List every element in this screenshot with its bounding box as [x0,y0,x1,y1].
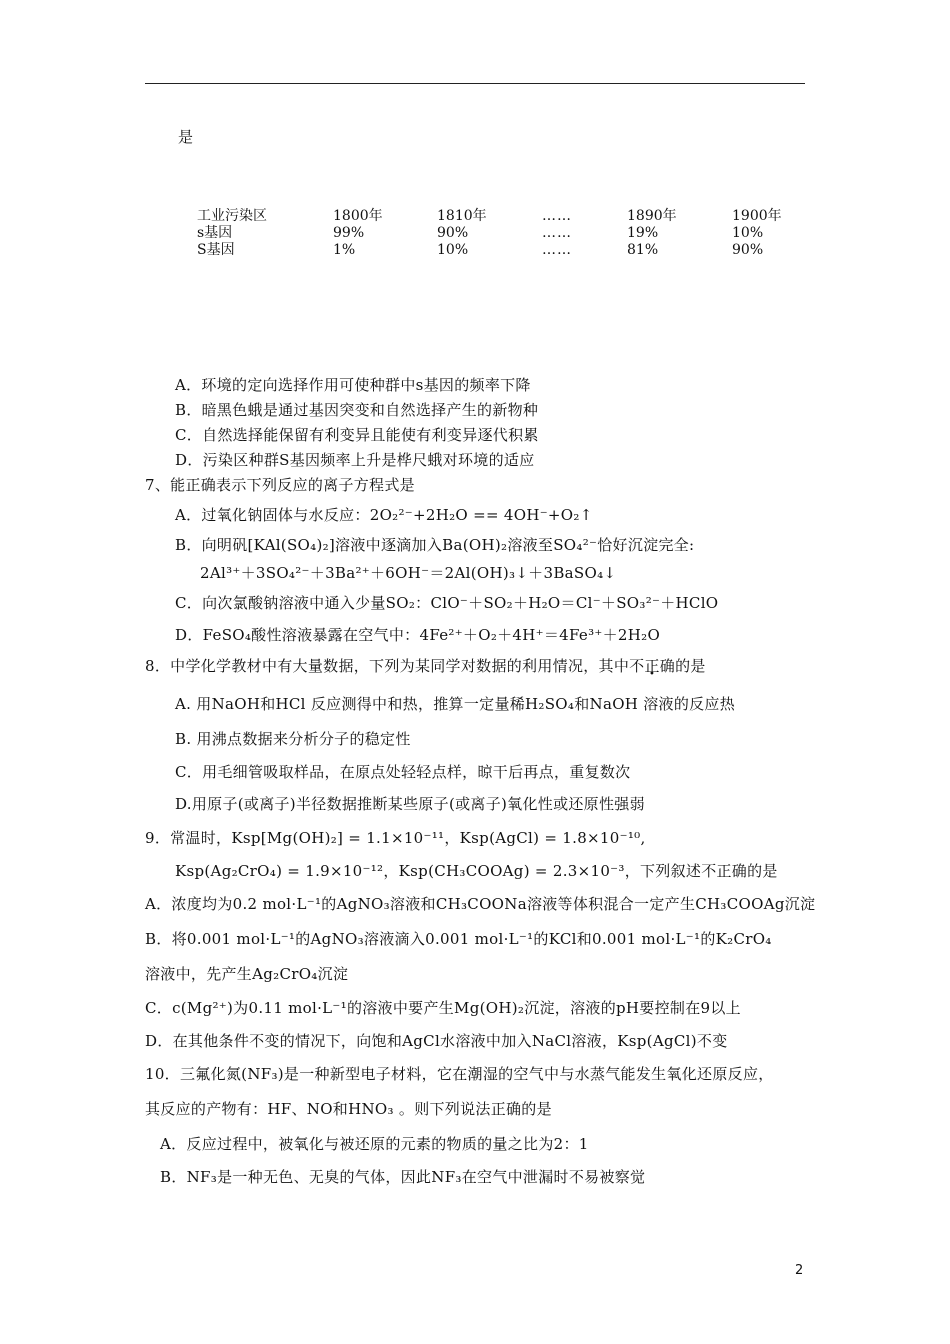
page-number: 2 [795,1263,804,1278]
header-rule [145,83,805,84]
q9-option-a: A．浓度均为0.2 mol·L⁻¹的AgNO₃溶液和CH₃COONa溶液等体积混合一定产生CH₃COOAg沉淀 [145,895,816,913]
q8-stem-emphasis: 不正确 [629,657,676,675]
q8-option-a: A. 用NaOH和HCl 反应测得中和热，推算一定量稀H₂SO₄和NaOH 溶液的反应热 [175,695,736,713]
table-cell: 1% [333,242,356,258]
q9-option-d: D．在其他条件不变的情况下，向饱和AgCl水溶液中加入NaCl溶液，Ksp(AgCl)不变 [145,1032,728,1050]
q6-option-c: C．自然选择能保留有利变异且能使有利变异逐代积累 [175,426,539,444]
table-cell: 工业污染区 [197,208,267,224]
q7-option-c: C．向次氯酸钠溶液中通入少量SO₂：ClO⁻＋SO₂＋H₂O＝Cl⁻＋SO₃²⁻＋HClO [175,594,719,612]
table-cell: 1800年 [333,208,383,224]
q8-stem-post: 的是 [675,657,706,675]
table-cell: 10% [732,225,764,241]
q10-stem: 10．三氟化氮(NF₃)是一种新型电子材料，它在潮湿的空气中与水蒸气能发生氧化还原反应， [145,1065,774,1083]
table-cell: 10% [437,242,469,258]
q8-stem-pre: 8．中学化学教材中有大量数据，下列为某同学对数据的利用情况，其中 [145,657,630,675]
q8-option-c: C．用毛细管吸取样品，在原点处轻轻点样，晾干后再点，重复数次 [175,763,631,781]
q10-stem-continued: 其反应的产物有：HF、NO和HNO₃ 。则下列说法正确的是 [145,1100,552,1118]
q6-option-d: D．污染区种群S基因频率上升是桦尺蛾对环境的适应 [175,451,535,469]
table-cell: 99% [333,225,365,241]
table-cell: …… [542,242,572,258]
q8-stem [145,656,706,676]
q8-option-b: B. 用沸点数据来分析分子的稳定性 [175,730,411,748]
q7-option-d: D．FeSO₄酸性溶液暴露在空气中：4Fe²⁺＋O₂＋4H⁺＝4Fe³⁺＋2H₂O [175,626,661,644]
q7-option-a: A．过氧化钠固体与水反应：2O₂²⁻+2H₂O == 4OH⁻+O₂↑ [175,506,593,524]
q9-option-c: C．c(Mg²⁺)为0.11 mol·L⁻¹的溶液中要产生Mg(OH)₂沉淀，溶液的pH要控制在9以上 [145,999,741,1017]
q6-option-b: B．暗黑色蛾是通过基因突变和自然选择产生的新物种 [175,401,539,419]
q9-option-b-continued: 溶液中，先产生Ag₂CrO₄沉淀 [145,965,349,983]
table-cell: …… [542,208,572,224]
table-cell: 1890年 [627,208,677,224]
q9-option-b: B．将0.001 mol·L⁻¹的AgNO₃溶液滴入0.001 mol·L⁻¹的KCl和0.001 mol·L⁻¹的K₂CrO₄ [145,930,772,948]
table-cell: 90% [437,225,469,241]
intro-text: 是 [178,128,194,146]
q10-option-a: A．反应过程中，被氧化与被还原的元素的物质的量之比为2：1 [160,1135,589,1153]
q7-stem: 7、能正确表示下列反应的离子方程式是 [145,476,415,494]
q6-option-a: A．环境的定向选择作用可使种群中s基因的频率下降 [175,376,531,394]
q10-option-b: B．NF₃是一种无色、无臭的气体，因此NF₃在空气中泄漏时不易被察觉 [160,1168,646,1186]
table-cell: …… [542,225,572,241]
table-cell: S基因 [197,242,235,258]
table-cell: 90% [732,242,764,258]
q9-stem: 9．常温时，Ksp[Mg(OH)₂] = 1.1×10⁻¹¹，Ksp(AgCl) = 1.8×10⁻¹⁰, [145,829,646,847]
table-cell: 19% [627,225,659,241]
table-cell: s基因 [197,225,233,241]
q7-option-b: B．向明矾[KAl(SO₄)₂]溶液中逐滴加入Ba(OH)₂溶液至SO₄²⁻恰好沉淀完全: [175,536,695,554]
table-cell: 1810年 [437,208,487,224]
table-cell: 1900年 [732,208,782,224]
table-cell: 81% [627,242,659,258]
q9-stem-continued: Ksp(Ag₂CrO₄) = 1.9×10⁻¹²，Ksp(CH₃COOAg) = 2.3×10⁻³，下列叙述不正确的是 [175,862,778,880]
q7-option-b-equation: 2Al³⁺＋3SO₄²⁻＋3Ba²⁺＋6OH⁻＝2Al(OH)₃↓＋3BaSO₄↓ [200,564,617,582]
q8-option-d: D.用原子(或离子)半径数据推断某些原子(或离子)氧化性或还原性强弱 [175,795,645,813]
